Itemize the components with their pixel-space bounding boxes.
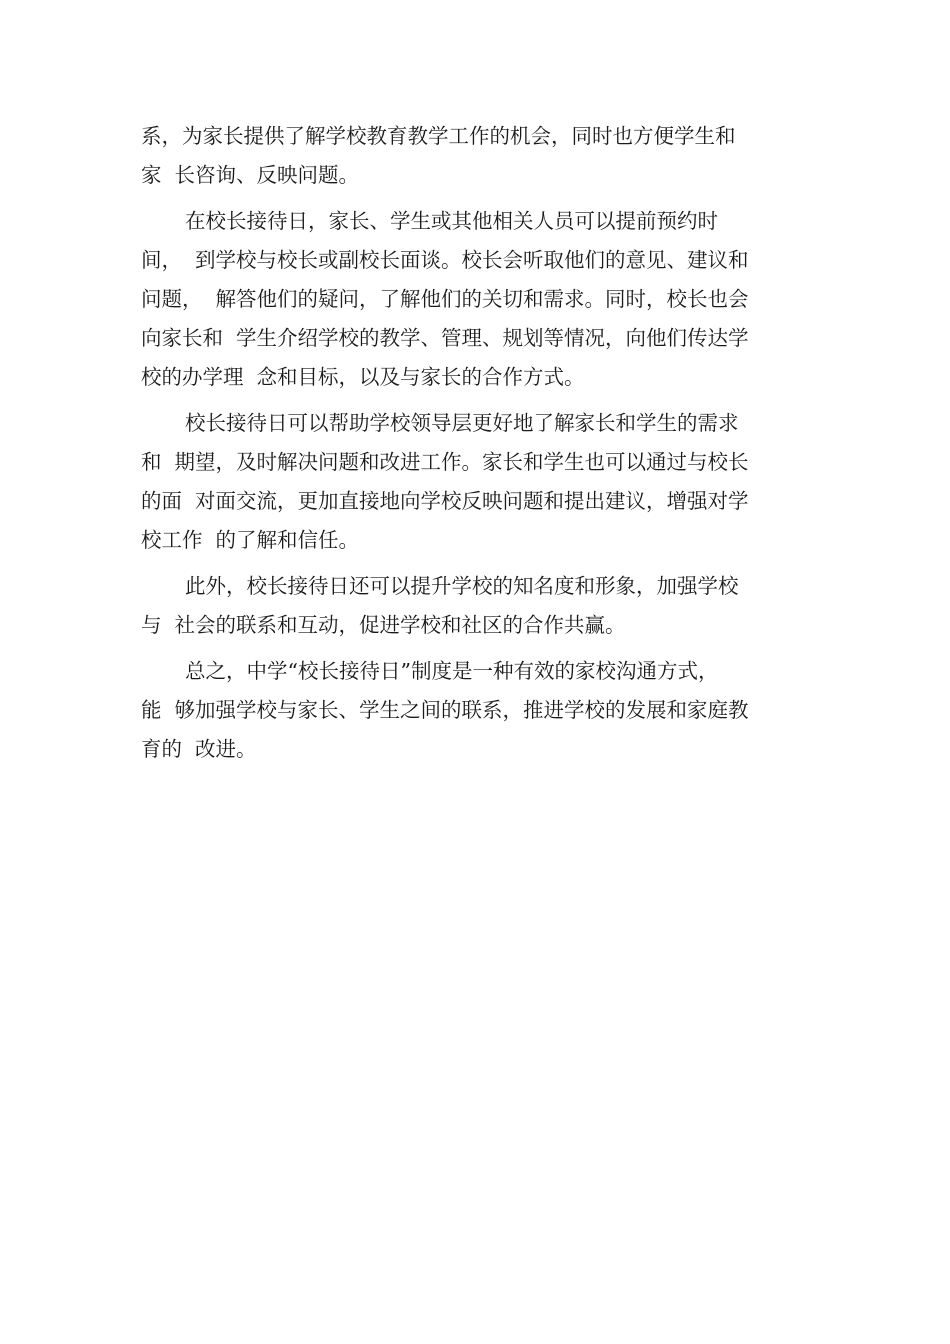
text-line: 校工作 的了解和信任。	[141, 528, 360, 552]
text-line: 向家长和 学生介绍学校的教学、管理、规划等情况，向他们传达学	[141, 326, 749, 350]
paragraph-1	[141, 117, 791, 195]
text-line: 系，为家长提供了解学校教育教学工作的机会，同时也方便学生和	[141, 124, 736, 148]
paragraph-3	[141, 404, 791, 560]
text-line: 能 够加强学校与家长、学生之间的联系，推进学校的发展和家庭教	[141, 698, 749, 722]
text-line: 间， 到学校与校长或副校长面谈。校长会听取他们的意见、建议和	[141, 248, 749, 272]
text-line: 在校长接待日，家长、学生或其他相关人员可以提前预约时	[185, 209, 718, 233]
text-line: 与 社会的联系和互动，促进学校和社区的合作共赢。	[141, 613, 626, 637]
paragraph-5	[141, 652, 791, 769]
text-line: 问题， 解答他们的疑问，了解他们的关切和需求。同时，校长也会	[141, 287, 749, 311]
paragraph-2	[141, 202, 791, 397]
text-line: 校的办学理 念和目标，以及与家长的合作方式。	[141, 365, 585, 389]
text-line: 育的 改进。	[141, 737, 257, 761]
text-line: 和 期望，及时解决问题和改进工作。家长和学生也可以通过与校长	[141, 450, 749, 474]
text-line: 此外，校长接待日还可以提升学校的知名度和形象，加强学校	[185, 574, 739, 598]
document-body	[141, 117, 791, 776]
text-line: 的面 对面交流，更加直接地向学校反映问题和提出建议，增强对学	[141, 489, 749, 513]
paragraph-4	[141, 567, 791, 645]
text-line: 总之，中学“校长接待日”制度是一种有效的家校沟通方式，	[185, 659, 719, 683]
text-line: 校长接待日可以帮助学校领导层更好地了解家长和学生的需求	[185, 411, 739, 435]
text-line: 家 长咨询、反映问题。	[141, 163, 360, 187]
